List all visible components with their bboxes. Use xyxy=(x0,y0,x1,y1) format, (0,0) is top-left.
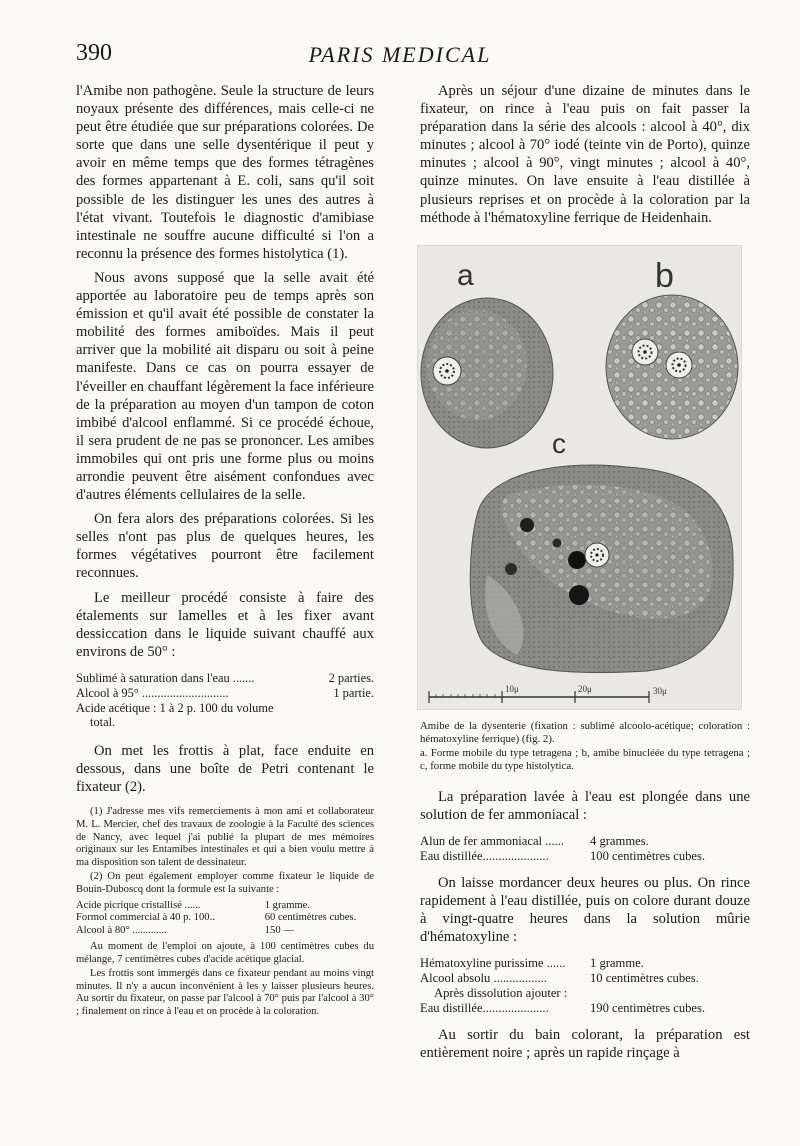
ingested-cell xyxy=(505,563,517,575)
figure-label-b: b xyxy=(655,256,674,295)
ingested-cell xyxy=(568,551,586,569)
amoeba-drawing xyxy=(417,245,742,710)
footnote-4: Les frottis sont immergés dans ce fixateur pendant au moins vingt minutes. Il n'y a aucun inconvénient à les y laisser plusieurs heures. Au sortir du fixateur, on passe par l'alcool à 70° puis par l'alcool à 30° ; finalement on rince à l'eau et on procède à la coloration. xyxy=(76,968,374,1017)
recipe-row: total. xyxy=(90,715,116,730)
fixative-recipe xyxy=(76,671,374,730)
recipe-row: Acide acétique : 1 à 2 p. 100 du volume xyxy=(76,700,274,715)
amoeba-a xyxy=(421,298,553,448)
paragraph: Nous avons supposé que la selle avait été apportée au laboratoire peu de temps après son émission et qu'il avait été possible de constater la mobilité des formes amiboïdes. Mais il peut arriver que la mobilité ait disparu ou soit à peine manifeste. Dans ce cas on pourra essayer de l'éveiller en chauffant légèrement la face inférieure de la préparation au moyen d'un tampon de coton imbibé d'alcool enflammé. Si ce procédé échoue, il sera prudent de ne pas se prononcer. Les amibes immobiles qui ont pris une forme plus ou moins arrondie peuvent être aisément confondues avec d'autres éléments cellulaires de la selle. xyxy=(76,269,374,504)
recipe-row: Sublimé à saturation dans l'eau ....... 2 parties. xyxy=(76,670,374,685)
recipe-row: Alcool à 95° ............................ 1 partie. xyxy=(76,685,374,700)
figure-amoeba-illustration xyxy=(417,245,742,710)
scale-label-20: 20μ xyxy=(578,683,592,694)
ingested-cell xyxy=(553,538,562,547)
footnote-1: (1) J'adresse mes vifs remerciements à mon ami et collaborateur M. L. Mercier, chef des travaux de zoologie à la Faculté des sciences de Nancy, avec lequel j'ai publié la plupart de mes mémoires originaux sur les Entamibes intestinales et qui a bien voulu mettre à ma disposition son talent de dessinateur. xyxy=(76,806,374,868)
figure-caption-legend: a. Forme mobile du type tetragena ; b, amibe binucléée du type tetragena ; c, forme mobile du type histolytica. xyxy=(420,747,750,773)
recipe-row: Alcool à 80° ............. 150 — xyxy=(76,925,294,937)
mordant-recipe xyxy=(420,834,750,864)
ingested-cell xyxy=(520,518,534,532)
figure-label-c: c xyxy=(552,427,566,459)
paragraph: On laisse mordancer deux heures ou plus. On rince rapidement à l'eau distillée, puis on colore durant douze à vingt-quatre heures dans la solution mûrie d'hématoxyline : xyxy=(420,874,750,946)
recipe-row: Formol commercial à 40 p. 100.. 60 centimètres cubes. xyxy=(76,912,357,924)
recipe-row: Alcool absolu ................. 10 centimètres cubes. xyxy=(420,971,699,986)
right-column xyxy=(420,82,750,1062)
amoeba-b xyxy=(606,295,738,439)
left-column xyxy=(76,82,374,1018)
paragraph: Au sortir du bain colorant, la préparation est entièrement noire ; après un rapide rinçage à xyxy=(420,1027,750,1062)
hematoxylin-recipe xyxy=(420,956,750,1016)
paragraph: Le meilleur procédé consiste à faire des étalements sur lamelles et à les fixer avant dessiccation dans le liquide suivant chauffé aux environs de 50° : xyxy=(76,589,374,660)
recipe-row: Hématoxyline purissime ...... 1 gramme. xyxy=(420,956,644,971)
paragraph: On met les frottis à plat, face enduite en dessous, dans une boîte de Petri contenant le fixateur (2). xyxy=(76,743,374,796)
footnote-3: Au moment de l'emploi on ajoute, à 100 centimètres cubes du mélange, 7 centimètres cubes d'acide acétique glacial. xyxy=(76,940,374,965)
recipe-row: Acide picrique cristallisé ...... 1 gramme. xyxy=(76,899,311,911)
recipe-row: Après dissolution ajouter : xyxy=(434,986,568,1001)
footnote-2: (2) On peut également employer comme fixateur le liquide de Bouin-Duboscq dont la formule est la suivante : xyxy=(76,871,374,895)
paragraph: La préparation lavée à l'eau est plongée dans une solution de fer ammoniacal : xyxy=(420,788,750,823)
recipe-row: Alun de fer ammoniacal ...... 4 grammes. xyxy=(420,833,649,848)
paragraph: Après un séjour d'une dizaine de minutes dans le fixateur, on rince à l'eau puis on fait passer la préparation dans la série des alcools : alcool à 40°, dix minutes ; alcool à 70° iodé (teinte vin de Porto), quinze minutes ; alcool à 90°, vingt minutes ; alcool à 40°, quinze minutes. On lave ensuite à l'eau distillée à plusieurs reprises et on procède à la coloration par la méthode à l'hématoxyline ferrique de Heidenhain. xyxy=(420,83,750,226)
running-title: PARIS MEDICAL xyxy=(308,42,492,67)
paragraph: l'Amibe non pathogène. Seule la structure de leurs noyaux présente des différences, mais celle-ci ne peut être étudiée que sur préparations colorées. De sorte que dans une selle dysentérique il peut y avoir en même temps que des formes tétragènes des formes appartenant à E. coli, sans qu'il soit possible de les distinguer les unes des autres à l'état vivant. Toutefois le diagnostic d'amibiase intestinale ne souffre aucune difficulté si l'on a reconnu la présence des formes histolytica (1). xyxy=(76,83,374,262)
footnote-recipe xyxy=(76,900,374,938)
amoeba-c xyxy=(470,465,733,673)
paragraph: On fera alors des préparations colorées. Si les selles n'ont pas plus de quelques heures, les formes végétatives pourront être facilement reconnues. xyxy=(76,511,374,582)
ingested-cell xyxy=(569,585,589,605)
scale-label-30: 30μ xyxy=(653,685,667,696)
page-number: 390 xyxy=(76,40,112,66)
figure-label-a: a xyxy=(457,258,474,292)
recipe-row: Eau distillée..................... 190 centimètres cubes. xyxy=(420,1001,706,1016)
recipe-row: Eau distillée..................... 100 centimètres cubes. xyxy=(420,848,706,863)
figure-caption: Amibe de la dysenterie (fixation : sublimé alcoolo-acétique; coloration : hématoxyline ferrique) (fig. 2). xyxy=(420,719,750,745)
scale-label-10: 10μ xyxy=(505,683,519,694)
